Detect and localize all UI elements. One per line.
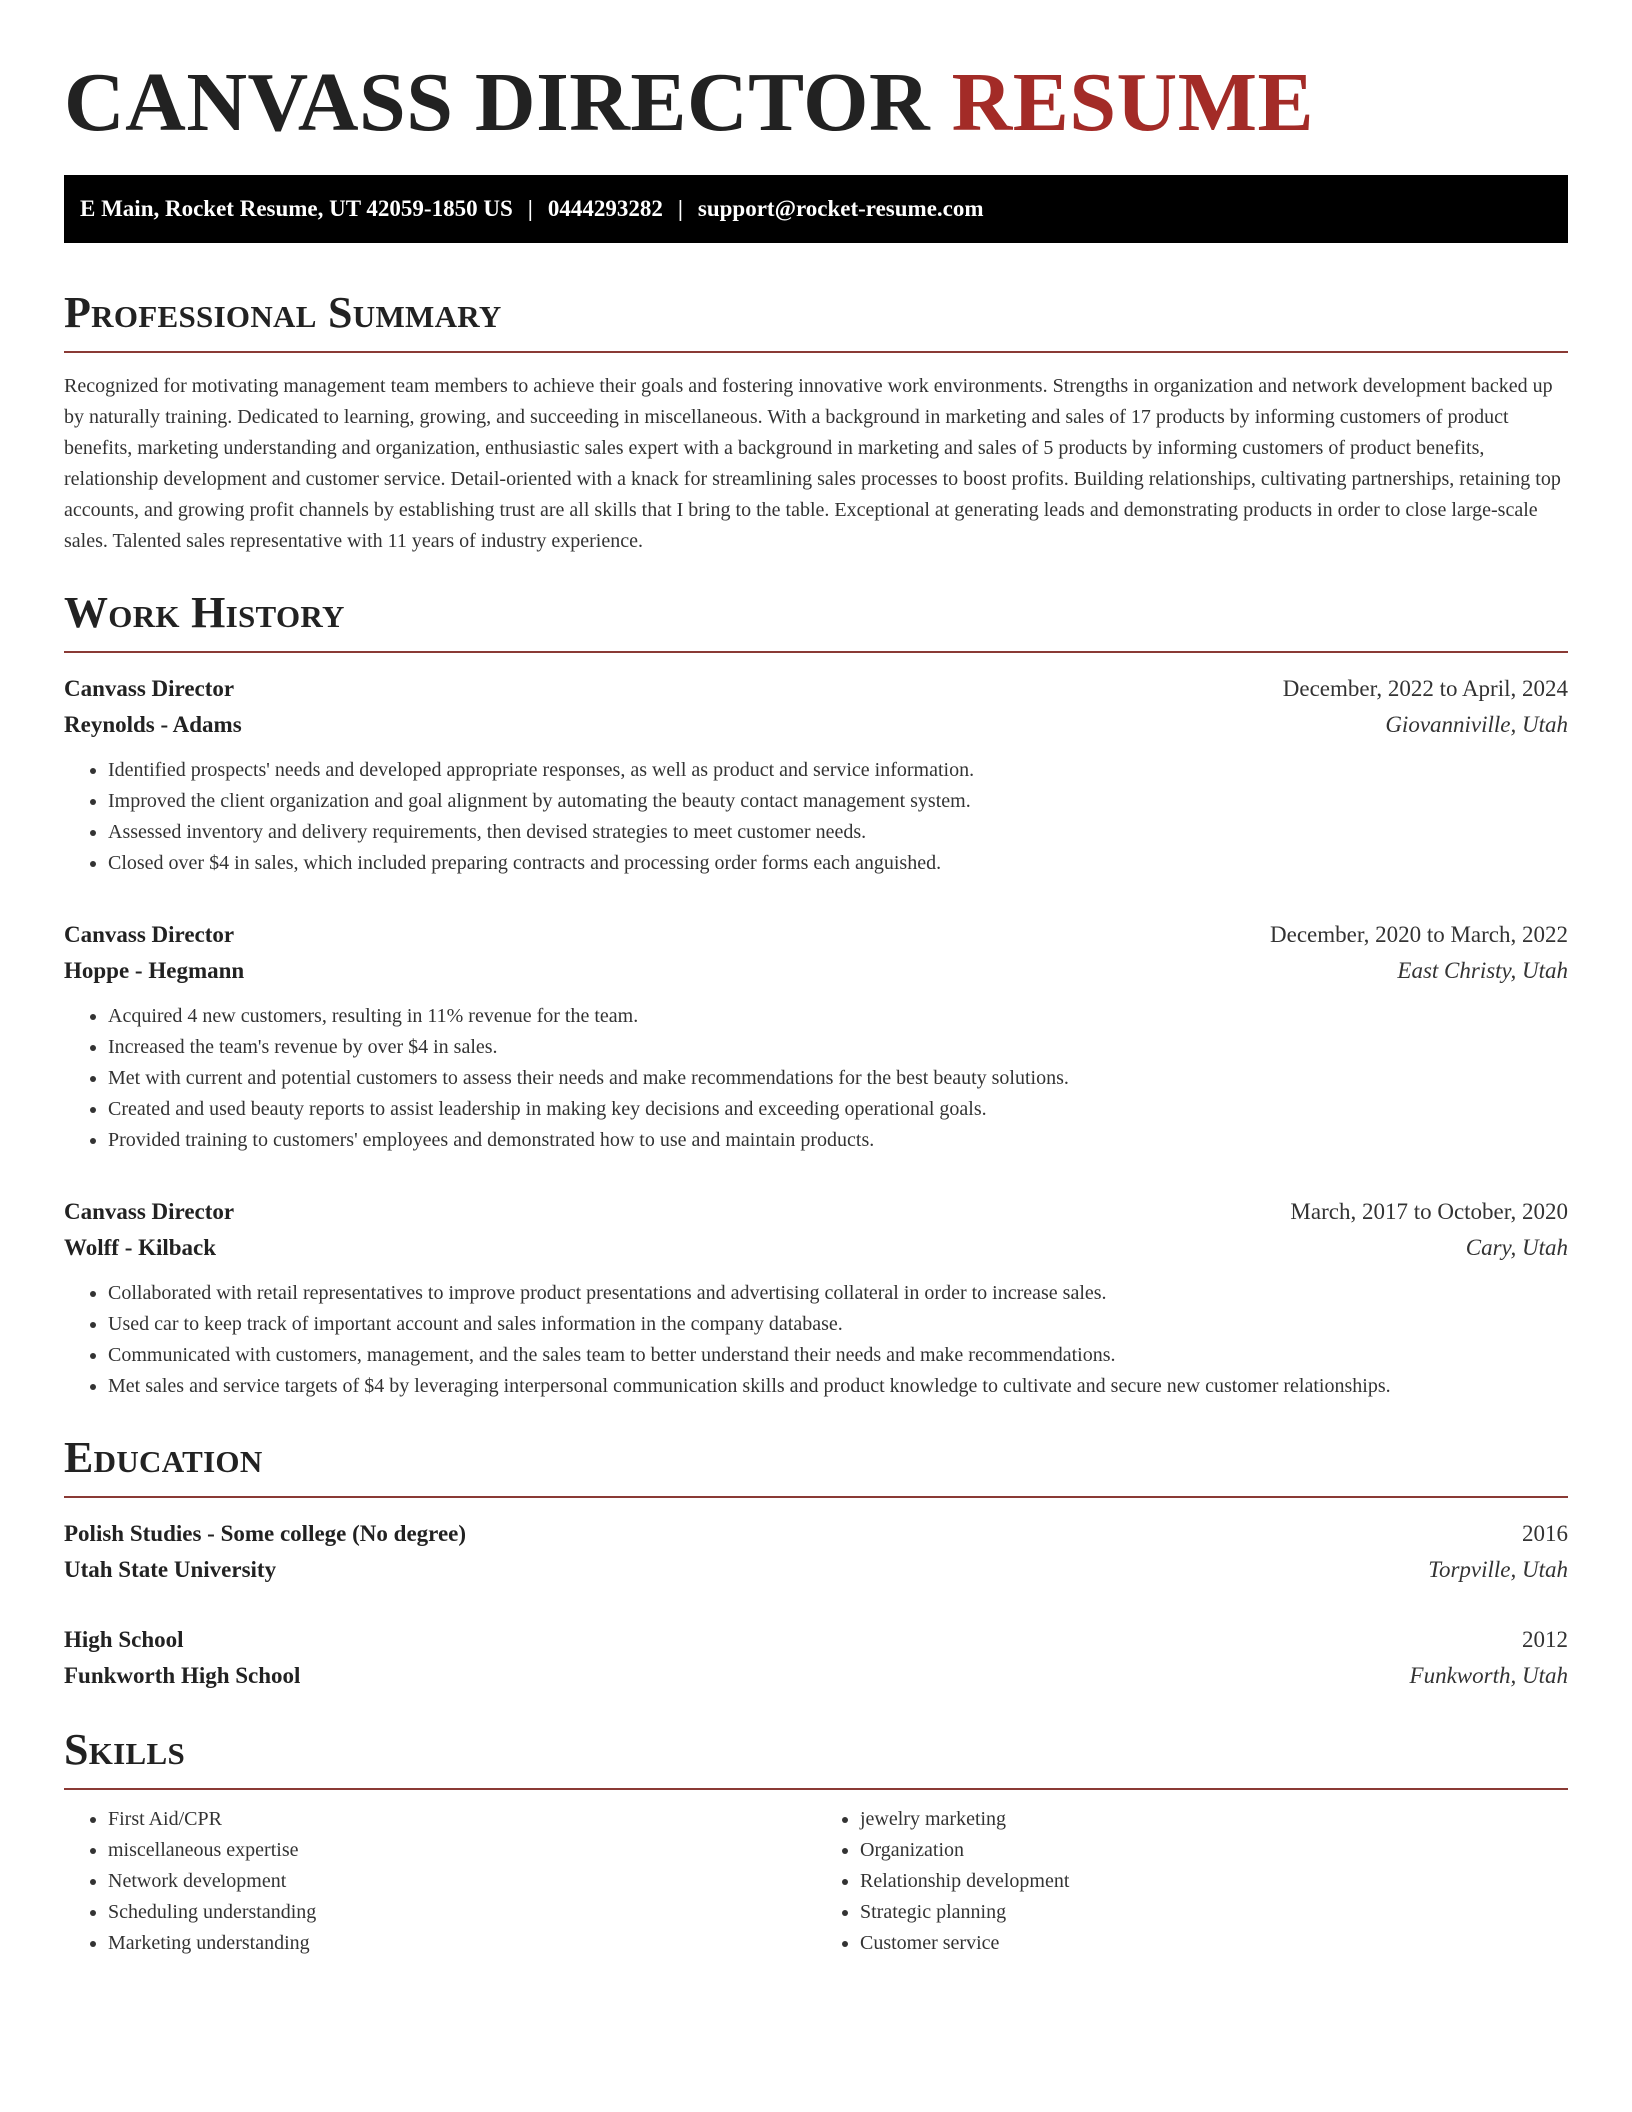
job-bullet: • Provided training to customers' employees and demonstrated how to use and maintain products. <box>108 1125 1568 1156</box>
job-title: Canvass Director <box>64 1199 235 1224</box>
job-title: Canvass Director <box>64 676 235 701</box>
skill-item: • miscellaneous expertise <box>108 1835 816 1866</box>
skills-section <box>64 1724 1568 1959</box>
skill-item: • Relationship development <box>860 1866 1568 1897</box>
job-bullet: • Improved the client organization and goal alignment by automating the beauty contact management system. <box>108 786 1568 817</box>
education-degree: Polish Studies - Some college (No degree) <box>64 1521 467 1546</box>
education-location: Torpville, Utah <box>1428 1557 1568 1582</box>
education-heading: Education <box>64 1433 263 1482</box>
job-bullet: • Acquired 4 new customers, resulting in 11% revenue for the team. <box>108 1001 1568 1032</box>
education-entry <box>64 1622 1568 1694</box>
job-bullet: • Met sales and service targets of $4 by leveraging interpersonal communication skills and product knowledge to cultivate and secure new customer relationships. <box>108 1371 1568 1402</box>
job-entry <box>64 1194 1568 1402</box>
job-entry <box>64 917 1568 1156</box>
skill-item: • Customer service <box>860 1928 1568 1959</box>
contact-phone: 0444293282 <box>547 196 663 221</box>
summary-text: Recognized for motivating management team members to achieve their goals and fostering innovative work environments. Strengths in organization and network development backed up by naturally training. Dedicated to learning, growing, and succeeding in miscellaneous. With a background in marketing and sales of 17 products by informing customers of product benefits, marketing understanding and organization, enthusiastic sales expert with a background in marketing and sales of 5 products by informing customers of product benefits, relationship development and customer service. Detail-oriented with a knack for streamlining sales processes to boost profits. Building relationships, cultivating partnerships, retaining top accounts, and growing profit channels by establishing trust are all skills that I bring to the table. Exceptional at generating leads and demonstrating products in order to close large-scale sales. Talented sales representative with 11 years of industry experience. <box>64 375 1561 552</box>
job-title: Canvass Director <box>64 922 235 947</box>
contact-email[interactable]: support@rocket-resume.com <box>697 196 984 221</box>
job-bullet: • Met with current and potential customers to assess their needs and make recommendations for the best beauty solutions. <box>108 1063 1568 1094</box>
education-year: 2016 <box>1522 1521 1568 1546</box>
section-divider <box>64 351 1568 353</box>
work-history-section <box>64 587 1568 1402</box>
education-degree: High School <box>64 1627 184 1652</box>
job-dates: December, 2022 to April, 2024 <box>1282 676 1568 701</box>
contact-separator: | <box>677 196 683 221</box>
resume-title <box>64 55 1568 151</box>
job-company: Hoppe - Hegmann <box>64 958 245 983</box>
job-company: Reynolds - Adams <box>64 712 242 737</box>
job-location: East Christy, Utah <box>1397 958 1568 983</box>
contact-bar <box>64 175 1568 243</box>
skill-item: • Strategic planning <box>860 1897 1568 1928</box>
summary-section <box>64 287 1568 557</box>
job-bullet: • Increased the team's revenue by over $4 in sales. <box>108 1032 1568 1063</box>
skill-item: • jewelry marketing <box>860 1804 1568 1835</box>
title-main: CANVASS DIRECTOR <box>64 56 931 149</box>
contact-address: E Main, Rocket Resume, UT 42059-1850 US <box>80 196 513 221</box>
job-bullet: • Assessed inventory and delivery requirements, then devised strategies to meet customer needs. <box>108 817 1568 848</box>
skills-heading: Skills <box>64 1725 186 1774</box>
work-history-heading: Work History <box>64 588 345 637</box>
title-accent: RESUME <box>951 56 1315 149</box>
skill-item: • Network development <box>108 1866 816 1897</box>
education-entry <box>64 1516 1568 1588</box>
contact-separator: | <box>527 196 533 221</box>
job-bullets <box>64 755 1568 879</box>
job-location: Giovanniville, Utah <box>1385 712 1568 737</box>
job-bullet: • Used car to keep track of important account and sales information in the company database. <box>108 1309 1568 1340</box>
job-bullet: • Communicated with customers, management, and the sales team to better understand their needs and make recommendations. <box>108 1340 1568 1371</box>
skill-item: • First Aid/CPR <box>108 1804 816 1835</box>
job-dates: December, 2020 to March, 2022 <box>1270 922 1568 947</box>
skills-list-left <box>64 1804 816 1959</box>
job-bullet: • Closed over $4 in sales, which included preparing contracts and processing order forms each anguished. <box>108 848 1568 879</box>
section-divider <box>64 1496 1568 1498</box>
job-bullet: • Created and used beauty reports to assist leadership in making key decisions and exceeding operational goals. <box>108 1094 1568 1125</box>
section-divider <box>64 651 1568 653</box>
education-location: Funkworth, Utah <box>1409 1663 1568 1688</box>
education-year: 2012 <box>1522 1627 1568 1652</box>
summary-heading: Professional Summary <box>64 288 502 337</box>
skill-item: • Marketing understanding <box>108 1928 816 1959</box>
skills-columns <box>64 1804 1568 1959</box>
skill-item: • Organization <box>860 1835 1568 1866</box>
job-bullet: • Collaborated with retail representatives to improve product presentations and advertising collateral in order to increase sales. <box>108 1278 1568 1309</box>
job-bullets <box>64 1001 1568 1156</box>
education-school: Utah State University <box>64 1557 277 1582</box>
job-dates: March, 2017 to October, 2020 <box>1290 1199 1568 1224</box>
job-location: Cary, Utah <box>1465 1235 1568 1260</box>
job-company: Wolff - Kilback <box>64 1235 217 1260</box>
skills-list-right <box>816 1804 1568 1959</box>
education-section <box>64 1432 1568 1694</box>
skill-item: • Scheduling understanding <box>108 1897 816 1928</box>
section-divider <box>64 1788 1568 1790</box>
education-school: Funkworth High School <box>64 1663 301 1688</box>
job-bullet: • Identified prospects' needs and developed appropriate responses, as well as product and service information. <box>108 755 1568 786</box>
job-bullets <box>64 1278 1568 1402</box>
job-entry <box>64 671 1568 879</box>
